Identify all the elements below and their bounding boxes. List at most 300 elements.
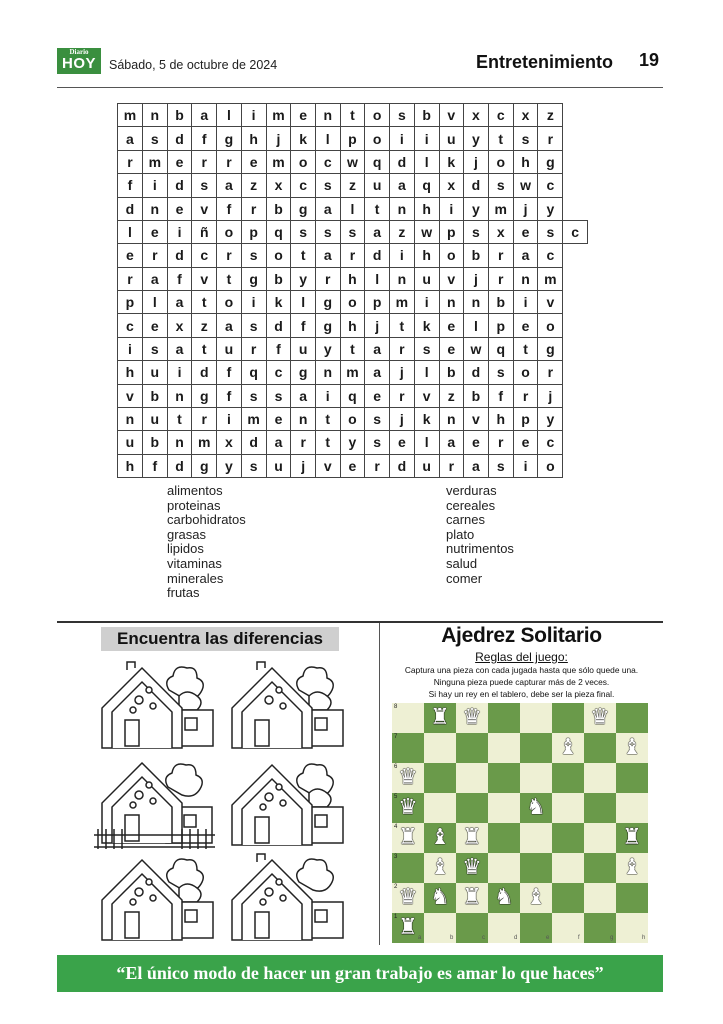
- grid-letter: n: [142, 197, 167, 220]
- grid-letter: x: [513, 104, 538, 127]
- grid-letter: d: [266, 314, 291, 337]
- grid-row: [118, 267, 588, 290]
- grid-letter: f: [217, 197, 242, 220]
- grid-letter: y: [464, 197, 489, 220]
- grid-letter: o: [439, 244, 464, 267]
- grid-letter: v: [315, 454, 340, 477]
- grid-letter: z: [241, 174, 266, 197]
- rook-piece-icon[interactable]: ♜: [430, 705, 450, 730]
- grid-letter: s: [241, 384, 266, 407]
- bishop-piece-icon[interactable]: ♝: [526, 885, 546, 910]
- grid-letter: f: [266, 337, 291, 360]
- grid-letter: u: [142, 361, 167, 384]
- grid-letter: r: [488, 431, 513, 454]
- grid-letter: y: [464, 127, 489, 150]
- grid-letter: j: [464, 267, 489, 290]
- grid-letter: d: [167, 174, 192, 197]
- grid-letter: p: [340, 127, 365, 150]
- grid-letter: g: [538, 150, 563, 173]
- grid-letter: q: [488, 337, 513, 360]
- grid-letter: g: [291, 197, 316, 220]
- grid-letter: d: [464, 361, 489, 384]
- grid-letter: e: [291, 104, 316, 127]
- board-square[interactable]: [584, 733, 616, 763]
- grid-letter: s: [513, 127, 538, 150]
- grid-letter: l: [217, 104, 242, 127]
- grid-letter: g: [241, 267, 266, 290]
- word-list-item: comer: [446, 570, 483, 586]
- grid-letter: x: [464, 104, 489, 127]
- grid-letter: h: [513, 150, 538, 173]
- grid-letter: f: [488, 384, 513, 407]
- board-square[interactable]: [520, 853, 552, 883]
- grid-letter: i: [439, 197, 464, 220]
- grid-letter: j: [365, 314, 390, 337]
- knight-piece-icon[interactable]: ♞: [526, 795, 546, 820]
- grid-letter: z: [389, 220, 414, 243]
- board-square[interactable]: [584, 883, 616, 913]
- grid-letter: n: [315, 361, 340, 384]
- queen-piece-icon[interactable]: ♛: [590, 705, 610, 730]
- file-label: h: [642, 935, 646, 941]
- grid-letter: a: [266, 431, 291, 454]
- grid-letter: p: [488, 314, 513, 337]
- board-square[interactable]: [488, 733, 520, 763]
- grid-letter: a: [365, 361, 390, 384]
- grid-row: [118, 314, 588, 337]
- grid-letter: m: [389, 291, 414, 314]
- newspaper-logo: [57, 48, 101, 74]
- grid-letter: h: [241, 127, 266, 150]
- board-square[interactable]: [616, 793, 648, 823]
- grid-letter: s: [488, 454, 513, 477]
- grid-letter: b: [266, 197, 291, 220]
- file-label: f: [578, 935, 580, 941]
- word-list-right: [446, 484, 514, 586]
- grid-letter: a: [167, 337, 192, 360]
- grid-letter: s: [340, 220, 365, 243]
- grid-letter: e: [118, 244, 143, 267]
- grid-letter: r: [488, 244, 513, 267]
- grid-letter: b: [488, 291, 513, 314]
- grid-row: [118, 454, 588, 477]
- rook-piece-icon[interactable]: ♜: [462, 885, 482, 910]
- knight-piece-icon[interactable]: ♞: [494, 885, 514, 910]
- grid-letter: n: [167, 431, 192, 454]
- grid-letter: c: [315, 150, 340, 173]
- board-square[interactable]: [488, 793, 520, 823]
- board-square[interactable]: [616, 703, 648, 733]
- grid-letter: q: [266, 220, 291, 243]
- grid-letter: s: [389, 104, 414, 127]
- board-square[interactable]: [424, 733, 456, 763]
- board-square[interactable]: [584, 823, 616, 853]
- board-square[interactable]: [520, 703, 552, 733]
- grid-letter: y: [291, 267, 316, 290]
- grid-letter: a: [291, 384, 316, 407]
- word-search-grid: [117, 103, 588, 478]
- grid-letter: o: [365, 127, 390, 150]
- grid-letter: c: [488, 104, 513, 127]
- file-label: b: [450, 935, 454, 941]
- grid-letter: x: [488, 220, 513, 243]
- grid-row: [118, 174, 588, 197]
- grid-letter: d: [118, 197, 143, 220]
- grid-letter: z: [439, 384, 464, 407]
- grid-letter: i: [315, 384, 340, 407]
- rank-label: 4: [394, 824, 398, 830]
- section-title: Entretenimiento: [475, 52, 613, 72]
- grid-letter: j: [538, 384, 563, 407]
- rook-piece-icon[interactable]: ♜: [398, 825, 418, 850]
- file-label: e: [546, 935, 550, 941]
- grid-letter: n: [315, 104, 340, 127]
- grid-letter: r: [192, 150, 217, 173]
- grid-letter: r: [365, 454, 390, 477]
- grid-letter: o: [217, 291, 242, 314]
- rook-piece-icon[interactable]: ♜: [398, 915, 418, 940]
- grid-letter: e: [439, 314, 464, 337]
- word-list-item: vitaminas: [167, 555, 222, 571]
- grid-letter: h: [488, 407, 513, 430]
- grid-letter: o: [217, 220, 242, 243]
- grid-letter: t: [488, 127, 513, 150]
- grid-letter: u: [291, 337, 316, 360]
- grid-letter: n: [291, 407, 316, 430]
- grid-letter: h: [414, 197, 439, 220]
- grid-letter: i: [241, 104, 266, 127]
- board-square[interactable]: [552, 763, 584, 793]
- grid-letter: a: [439, 431, 464, 454]
- grid-letter: n: [389, 197, 414, 220]
- board-square[interactable]: [552, 703, 584, 733]
- logo-big-text: HOY: [61, 55, 96, 72]
- grid-letter: s: [488, 361, 513, 384]
- grid-letter: d: [365, 244, 390, 267]
- grid-letter: r: [192, 407, 217, 430]
- grid-letter: x: [439, 174, 464, 197]
- grid-letter: u: [118, 431, 143, 454]
- grid-letter: i: [118, 337, 143, 360]
- grid-letter: y: [217, 454, 242, 477]
- grid-letter: f: [118, 174, 143, 197]
- grid-letter: s: [414, 337, 439, 360]
- word-list-item: proteinas: [167, 497, 221, 513]
- grid-letter: n: [513, 267, 538, 290]
- grid-letter: e: [266, 407, 291, 430]
- grid-letter: c: [563, 220, 588, 243]
- grid-letter: n: [118, 407, 143, 430]
- grid-letter: a: [192, 104, 217, 127]
- rank-label: 7: [394, 734, 398, 740]
- word-list-item: minerales: [167, 570, 224, 586]
- grid-letter: x: [167, 314, 192, 337]
- word-list-item: lipidos: [167, 541, 204, 557]
- word-list-item: plato: [446, 526, 475, 542]
- issue-date: Sábado, 5 de octubre de 2024: [109, 58, 278, 72]
- grid-letter: e: [389, 431, 414, 454]
- grid-letter: u: [217, 337, 242, 360]
- grid-letter: c: [538, 174, 563, 197]
- grid-letter: a: [118, 127, 143, 150]
- grid-letter: i: [167, 361, 192, 384]
- grid-letter: d: [464, 174, 489, 197]
- house-drawing-1: [97, 660, 217, 750]
- grid-letter: g: [192, 384, 217, 407]
- board-square[interactable]: [584, 763, 616, 793]
- grid-letter: i: [414, 291, 439, 314]
- grid-letter: a: [464, 454, 489, 477]
- grid-letter: d: [192, 361, 217, 384]
- grid-letter: m: [266, 104, 291, 127]
- grid-letter: a: [217, 314, 242, 337]
- grid-letter: q: [241, 361, 266, 384]
- grid-letter: o: [513, 361, 538, 384]
- grid-letter: s: [365, 431, 390, 454]
- word-list-item: grasas: [167, 526, 207, 542]
- board-square[interactable]: [456, 793, 488, 823]
- knight-piece-icon[interactable]: ♞: [430, 885, 450, 910]
- grid-letter: y: [315, 337, 340, 360]
- grid-letter: s: [241, 244, 266, 267]
- grid-letter: f: [217, 361, 242, 384]
- board-square[interactable]: [456, 733, 488, 763]
- grid-letter: m: [266, 150, 291, 173]
- grid-letter: u: [266, 454, 291, 477]
- bishop-piece-icon[interactable]: ♝: [622, 735, 642, 760]
- grid-letter: r: [217, 244, 242, 267]
- grid-letter: y: [538, 407, 563, 430]
- grid-letter: r: [389, 384, 414, 407]
- grid-letter: m: [340, 361, 365, 384]
- grid-letter: f: [142, 454, 167, 477]
- queen-piece-icon[interactable]: ♛: [398, 885, 418, 910]
- grid-letter: q: [340, 384, 365, 407]
- word-list-item: nutrimentos: [446, 541, 514, 557]
- grid-row: [118, 104, 588, 127]
- grid-letter: i: [414, 127, 439, 150]
- grid-letter: i: [142, 174, 167, 197]
- board-square[interactable]: [520, 823, 552, 853]
- grid-letter: e: [513, 431, 538, 454]
- grid-row: [118, 407, 588, 430]
- rank-label: 8: [394, 704, 398, 710]
- grid-letter: e: [167, 197, 192, 220]
- grid-letter: b: [414, 104, 439, 127]
- queen-piece-icon[interactable]: ♛: [398, 795, 418, 820]
- board-square[interactable]: [424, 763, 456, 793]
- grid-letter: n: [439, 291, 464, 314]
- grid-letter: g: [192, 454, 217, 477]
- grid-letter: e: [464, 431, 489, 454]
- grid-letter: g: [291, 361, 316, 384]
- grid-letter: t: [365, 197, 390, 220]
- grid-letter: j: [464, 150, 489, 173]
- board-square[interactable]: [616, 883, 648, 913]
- grid-letter: m: [488, 197, 513, 220]
- grid-letter: d: [389, 150, 414, 173]
- rook-piece-icon[interactable]: ♜: [622, 825, 642, 850]
- board-square[interactable]: [488, 763, 520, 793]
- grid-letter: s: [488, 174, 513, 197]
- grid-letter: o: [340, 407, 365, 430]
- grid-letter: i: [513, 454, 538, 477]
- word-list-item: cereales: [446, 497, 496, 513]
- grid-letter: k: [439, 150, 464, 173]
- grid-letter: c: [118, 314, 143, 337]
- grid-letter: t: [340, 104, 365, 127]
- grid-letter: a: [513, 244, 538, 267]
- grid-letter: c: [192, 244, 217, 267]
- grid-letter: u: [365, 174, 390, 197]
- grid-letter: o: [365, 104, 390, 127]
- grid-letter: e: [142, 220, 167, 243]
- file-label: g: [610, 935, 614, 941]
- bishop-piece-icon[interactable]: ♝: [622, 855, 642, 880]
- word-list-item: frutas: [167, 585, 200, 601]
- board-square[interactable]: [584, 793, 616, 823]
- grid-letter: w: [513, 174, 538, 197]
- grid-letter: h: [118, 361, 143, 384]
- grid-letter: h: [414, 244, 439, 267]
- section-divider: [57, 621, 663, 623]
- grid-row: [118, 384, 588, 407]
- page-header: [57, 46, 663, 88]
- board-square[interactable]: [552, 853, 584, 883]
- grid-letter: o: [538, 314, 563, 337]
- grid-letter: m: [241, 407, 266, 430]
- grid-row: [118, 244, 588, 267]
- board-square[interactable]: [488, 703, 520, 733]
- grid-letter: e: [167, 150, 192, 173]
- grid-letter: r: [538, 127, 563, 150]
- board-square[interactable]: [456, 763, 488, 793]
- grid-letter: d: [389, 454, 414, 477]
- grid-letter: l: [414, 150, 439, 173]
- grid-letter: t: [315, 431, 340, 454]
- grid-letter: t: [167, 407, 192, 430]
- grid-letter: m: [538, 267, 563, 290]
- grid-letter: ñ: [192, 220, 217, 243]
- board-square[interactable]: [424, 793, 456, 823]
- grid-letter: r: [538, 361, 563, 384]
- grid-letter: a: [315, 197, 340, 220]
- grid-letter: x: [217, 431, 242, 454]
- queen-piece-icon[interactable]: ♛: [398, 765, 418, 790]
- grid-letter: r: [488, 267, 513, 290]
- grid-letter: g: [538, 337, 563, 360]
- grid-letter: m: [142, 150, 167, 173]
- chess-rule: Ninguna pieza puede capturar más de 2 veces.: [433, 677, 610, 687]
- grid-letter: b: [167, 104, 192, 127]
- grid-letter: r: [439, 454, 464, 477]
- grid-letter: g: [315, 314, 340, 337]
- board-square[interactable]: [520, 733, 552, 763]
- word-list-item: salud: [446, 555, 478, 571]
- grid-letter: f: [217, 384, 242, 407]
- grid-letter: l: [291, 291, 316, 314]
- board-square[interactable]: [552, 793, 584, 823]
- grid-letter: i: [241, 291, 266, 314]
- grid-letter: e: [142, 314, 167, 337]
- grid-letter: l: [142, 291, 167, 314]
- board-square[interactable]: [488, 823, 520, 853]
- grid-letter: b: [464, 384, 489, 407]
- grid-letter: s: [464, 220, 489, 243]
- grid-letter: h: [118, 454, 143, 477]
- board-square[interactable]: [488, 853, 520, 883]
- grid-letter: j: [389, 361, 414, 384]
- grid-letter: t: [340, 337, 365, 360]
- house-drawing-3: [92, 755, 217, 850]
- grid-letter: r: [118, 150, 143, 173]
- queen-piece-icon[interactable]: ♛: [462, 855, 482, 880]
- grid-letter: l: [414, 361, 439, 384]
- grid-letter: y: [340, 431, 365, 454]
- grid-letter: g: [217, 127, 242, 150]
- grid-letter: e: [241, 150, 266, 173]
- grid-row: [118, 220, 588, 243]
- grid-letter: j: [389, 407, 414, 430]
- grid-letter: v: [192, 197, 217, 220]
- grid-letter: b: [142, 384, 167, 407]
- grid-letter: k: [414, 314, 439, 337]
- grid-letter: v: [538, 291, 563, 314]
- grid-letter: l: [340, 197, 365, 220]
- bishop-piece-icon[interactable]: ♝: [558, 735, 578, 760]
- board-square[interactable]: [520, 763, 552, 793]
- grid-letter: r: [513, 384, 538, 407]
- grid-letter: s: [365, 407, 390, 430]
- grid-letter: s: [142, 337, 167, 360]
- board-square[interactable]: [552, 823, 584, 853]
- grid-letter: j: [291, 454, 316, 477]
- grid-letter: g: [315, 291, 340, 314]
- grid-letter: z: [192, 314, 217, 337]
- grid-letter: r: [241, 197, 266, 220]
- rook-piece-icon[interactable]: ♜: [462, 825, 482, 850]
- word-list-item: verduras: [446, 483, 497, 498]
- grid-letter: t: [513, 337, 538, 360]
- grid-letter: i: [389, 244, 414, 267]
- grid-row: [118, 337, 588, 360]
- grid-letter: p: [365, 291, 390, 314]
- grid-letter: e: [513, 314, 538, 337]
- grid-letter: n: [464, 291, 489, 314]
- grid-letter: v: [414, 384, 439, 407]
- grid-letter: d: [167, 454, 192, 477]
- bishop-piece-icon[interactable]: ♝: [430, 855, 450, 880]
- rank-label: 5: [394, 794, 398, 800]
- grid-letter: s: [315, 220, 340, 243]
- board-square[interactable]: [584, 853, 616, 883]
- board-square[interactable]: [616, 763, 648, 793]
- queen-piece-icon[interactable]: ♛: [462, 705, 482, 730]
- grid-letter: v: [192, 267, 217, 290]
- grid-letter: c: [266, 361, 291, 384]
- grid-letter: v: [464, 407, 489, 430]
- grid-letter: b: [464, 244, 489, 267]
- rank-label: 2: [394, 884, 398, 890]
- bishop-piece-icon[interactable]: ♝: [430, 825, 450, 850]
- grid-letter: k: [414, 407, 439, 430]
- word-list-item: alimentos: [167, 483, 223, 498]
- grid-letter: l: [414, 431, 439, 454]
- grid-letter: s: [538, 220, 563, 243]
- board-square[interactable]: [552, 883, 584, 913]
- chess-rule: Si hay un rey en el tablero, debe ser la pieza final.: [428, 689, 615, 699]
- grid-letter: r: [142, 244, 167, 267]
